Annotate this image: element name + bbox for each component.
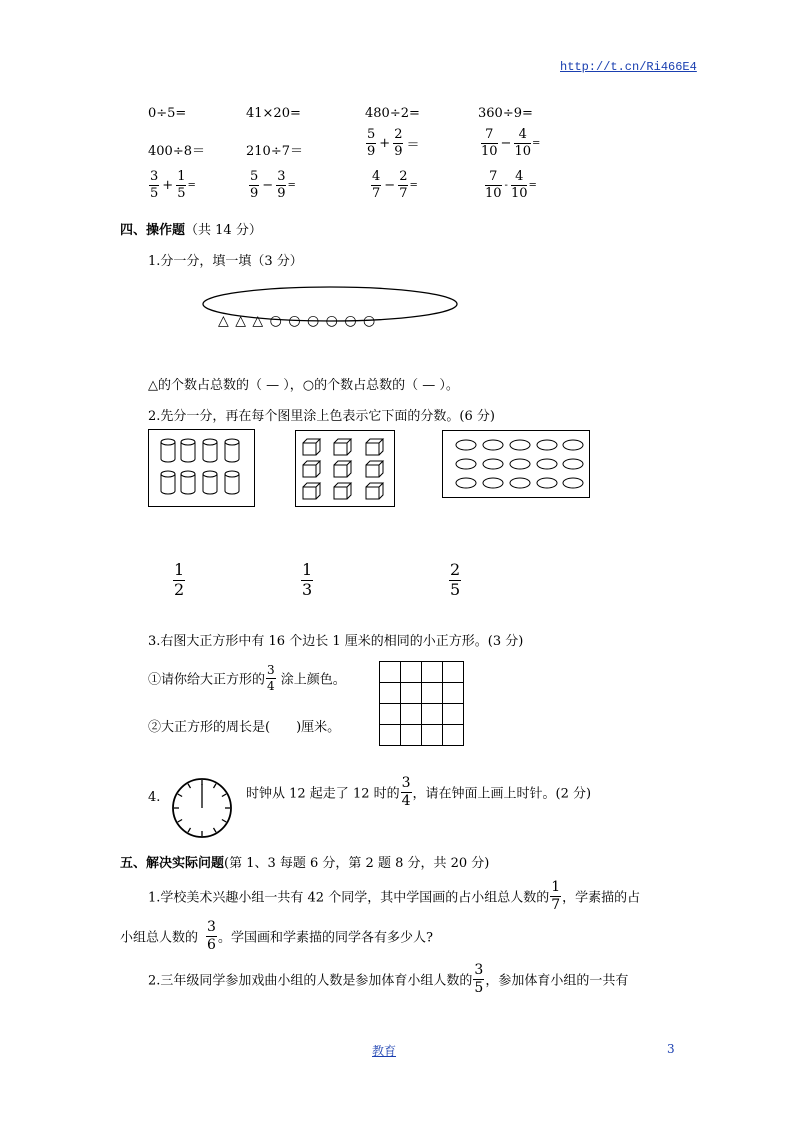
s5-q1-line2: 小组总人数的 $\frac{3}{6}$ 。学国画和学素描的同学各有多少人?	[120, 919, 433, 953]
q1-label: 1.分一分，填一填（3 分）	[148, 254, 303, 269]
footer-link[interactable]: 教育	[372, 1044, 397, 1058]
s5-q2-line1: 2.三年级同学参加戏曲小组的人数是参加体育小组人数的 $\frac{3}{5}$ ，参加体育小组的一共有	[148, 962, 629, 996]
calc-row1-item3: 480÷2=	[365, 106, 420, 121]
q2-ovals-box	[442, 430, 590, 498]
q3-sub2: ②大正方形的周长是( )厘米。	[148, 720, 341, 735]
q2-fraction-3: $\frac{2}{5}$	[450, 560, 461, 599]
calc-row3-frac-expr3: $\frac{4}{7}$ − $\frac{2}{7}$ =	[372, 169, 418, 201]
section4-heading: 四、操作题（共 14 分）	[120, 223, 262, 238]
section5-heading: 五、解决实际问题(第 1、3 每题 6 分，第 2 题 8 分，共 20 分)	[120, 856, 490, 871]
q1-shapes: △ △ △ ○ ○ ○ ○ ○ ○	[218, 313, 377, 329]
calc-row2-frac-expr1: $\frac{5}{9}$ + $\frac{2}{9}$ ＝	[367, 127, 420, 159]
calc-row3-frac-expr4: $\frac{7}{10}$ - $\frac{4}{10}$ =	[485, 169, 537, 201]
header-link[interactable]: http://t.cn/Ri466E4	[560, 60, 697, 74]
q3-sub1: ①请你给大正方形的 $\frac{3}{4}$ 涂上颜色。	[148, 663, 346, 693]
q1-answer-text: △的个数占总数的（ — ），○的个数占总数的（ — ）。	[148, 378, 459, 393]
calc-row3-frac-expr2: $\frac{5}{9}$ − $\frac{3}{9}$ =	[250, 169, 296, 201]
q2-fraction-1: $\frac{1}{2}$	[174, 560, 185, 599]
q3-square-grid	[379, 661, 464, 746]
calc-row2-item2: 210÷7＝	[246, 144, 303, 159]
calc-row1-item4: 360÷9=	[478, 106, 533, 121]
q2-fraction-2: $\frac{1}{3}$	[302, 560, 313, 599]
calc-row2-item1: 400÷8＝	[148, 144, 205, 159]
calc-row1-item2: 41×20=	[246, 106, 301, 121]
q3-label: 3.右图大正方形中有 16 个边长 1 厘米的相同的小正方形。(3 分)	[148, 634, 524, 649]
q2-cubes-box	[295, 430, 395, 507]
calc-row2-frac-expr2: $\frac{7}{10}$ − $\frac{4}{10}$ =	[481, 127, 541, 159]
page-number: 3	[667, 1042, 675, 1056]
calc-row1-item1: 0÷5=	[148, 106, 187, 121]
s5-q1-line1: 1.学校美术兴趣小组一共有 42 个同学，其中学国画的占小组总人数的 $\frac{1}{7}$ ，学素描的占	[148, 879, 641, 913]
q2-label: 2.先分一分，再在每个图里涂上色表示它下面的分数。(6 分)	[148, 409, 495, 424]
q4-text: 时钟从 12 起走了 12 时的 $\frac{3}{4}$ ，请在钟面上画上时针。(2 分)	[246, 775, 592, 809]
q4-number: 4.	[148, 790, 161, 805]
calc-row3-frac-expr1: $\frac{3}{5}$ + $\frac{1}{5}$ =	[150, 169, 196, 201]
clock-icon[interactable]	[170, 776, 234, 840]
q2-cylinders-box	[148, 429, 255, 507]
